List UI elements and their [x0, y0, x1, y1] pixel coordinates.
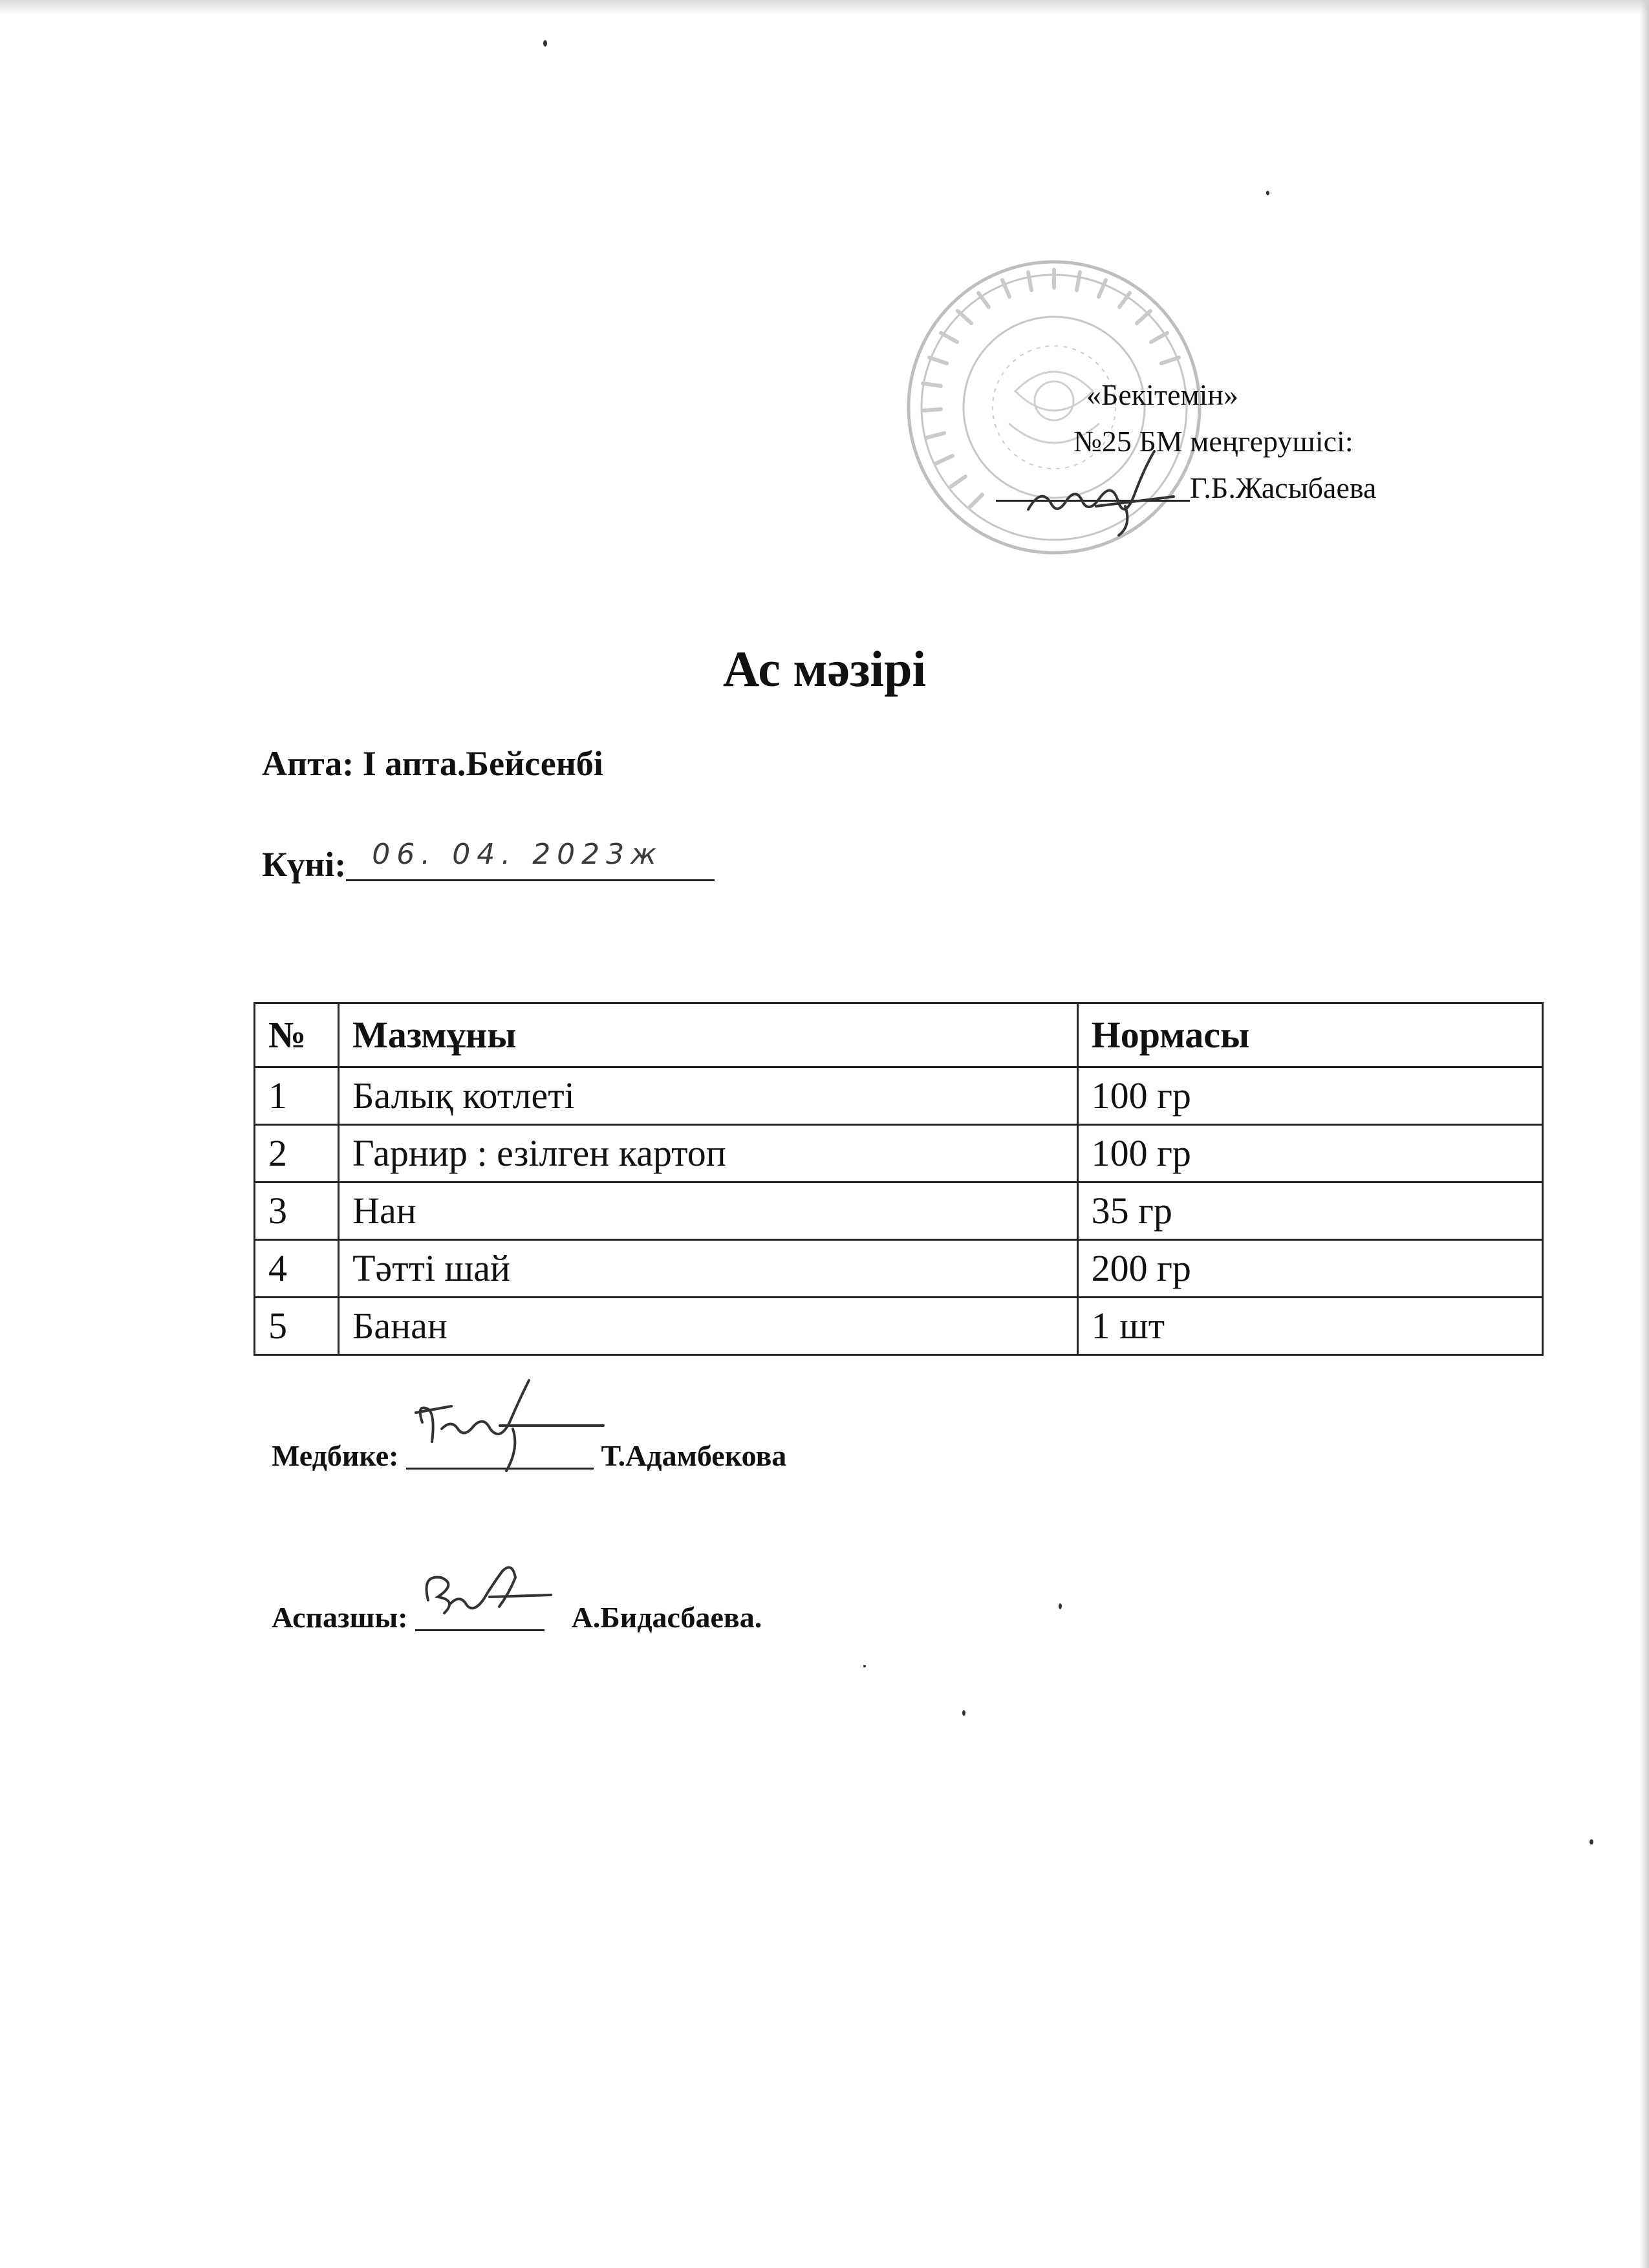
row-no: 5	[255, 1298, 339, 1355]
week-line: Апта: І апта.Бейсенбі	[262, 744, 603, 783]
scan-speck	[863, 1665, 866, 1667]
nurse-signature-row	[272, 1435, 786, 1473]
menu-table	[253, 1002, 1544, 1356]
cook-name: А.Бидасбаева.	[571, 1601, 762, 1634]
scan-speck	[543, 40, 547, 47]
nurse-name: Т.Адамбекова	[601, 1439, 787, 1472]
row-norm: 100 гр	[1077, 1067, 1542, 1125]
row-norm: 35 гр	[1077, 1182, 1542, 1240]
signature-underline	[996, 467, 1190, 502]
director-name: Г.Б.Жасыбаева	[1190, 471, 1377, 504]
row-content: Гарнир : езілген картоп	[339, 1125, 1078, 1182]
scan-speck	[1059, 1603, 1062, 1609]
table-row	[255, 1067, 1543, 1125]
date-row	[262, 840, 715, 884]
cook-signature-image	[412, 1548, 561, 1632]
approve-label: «Бекітемін»	[1086, 378, 1238, 411]
row-norm: 200 гр	[1077, 1240, 1542, 1298]
table-header-row	[255, 1003, 1543, 1067]
cook-label: Аспазшы:	[272, 1601, 408, 1634]
scan-edge-right	[1640, 0, 1649, 2268]
row-content: Балық котлеті	[339, 1067, 1078, 1125]
header-norm: Нормасы	[1077, 1003, 1542, 1067]
page-title: Ас мәзірі	[722, 641, 927, 697]
table-row	[255, 1182, 1543, 1240]
nurse-label: Медбике:	[272, 1439, 399, 1472]
scan-speck	[962, 1710, 965, 1716]
row-no: 4	[255, 1240, 339, 1298]
director-signature-line	[996, 465, 1376, 511]
row-content: Банан	[339, 1298, 1078, 1355]
table-row	[255, 1298, 1543, 1355]
director-position: №25 БМ меңгерушісі:	[1073, 425, 1353, 458]
row-content: Тәтті шай	[339, 1240, 1078, 1298]
row-norm: 1 шт	[1077, 1298, 1542, 1355]
cook-signature-underline	[415, 1597, 544, 1631]
date-label: Күні:	[262, 845, 347, 884]
header-content: Мазмұны	[339, 1003, 1078, 1067]
row-content: Нан	[339, 1182, 1078, 1240]
row-no: 2	[255, 1125, 339, 1182]
table-row	[255, 1240, 1543, 1298]
nurse-signature-image	[403, 1364, 616, 1474]
cook-signature-row	[272, 1597, 762, 1634]
director-signature-image	[1022, 442, 1177, 539]
scan-edge-top	[0, 0, 1649, 14]
date-underline	[346, 840, 715, 881]
row-norm: 100 гр	[1077, 1125, 1542, 1182]
header-no: №	[255, 1003, 339, 1067]
date-handwritten: 06. 04. 2023ж	[372, 838, 663, 871]
scan-speck	[1590, 1839, 1593, 1845]
scan-speck	[1266, 191, 1269, 195]
row-no: 3	[255, 1182, 339, 1240]
nurse-signature-underline	[406, 1435, 594, 1470]
row-no: 1	[255, 1067, 339, 1125]
table-row	[255, 1125, 1543, 1182]
